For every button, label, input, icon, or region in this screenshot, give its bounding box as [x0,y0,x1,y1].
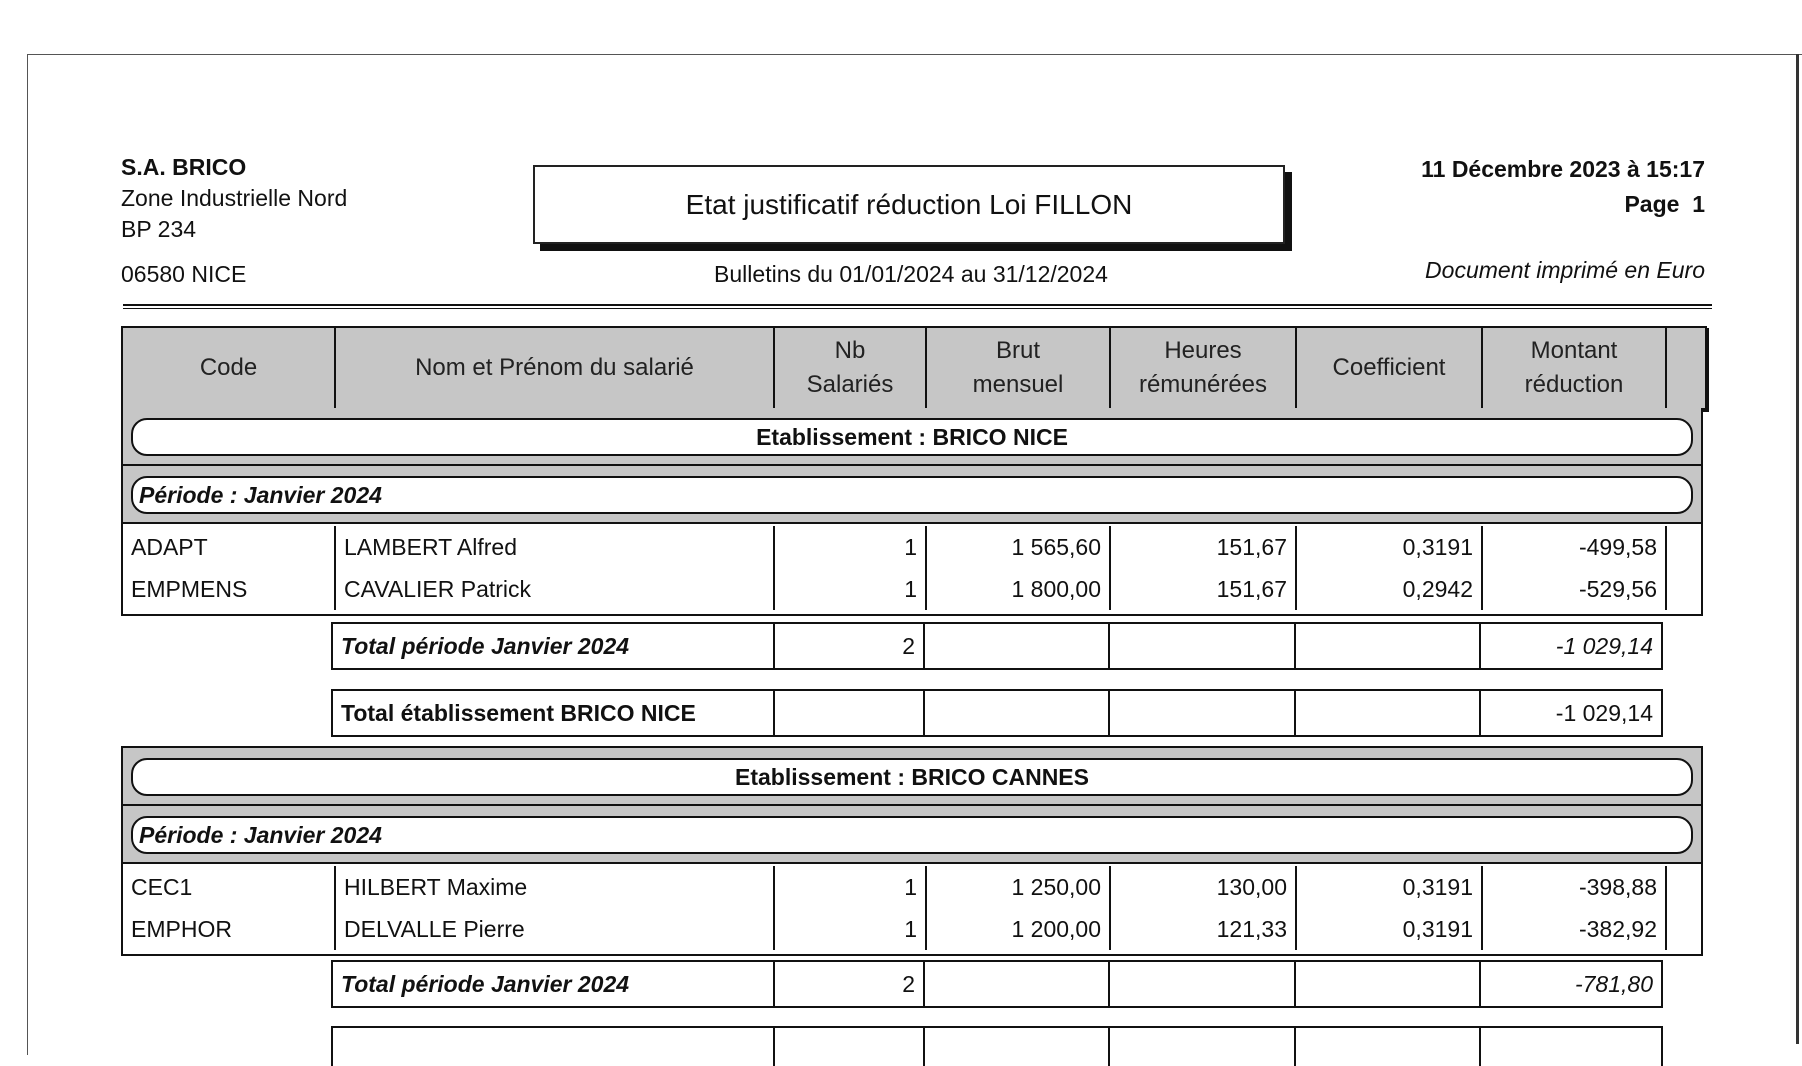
empty-cell [925,691,1110,735]
cell-coef: 0,3191 [1297,526,1483,568]
cell-brut: 1 200,00 [927,908,1111,950]
establishment-band [121,408,1703,466]
cell-name: LAMBERT Alfred [336,526,775,568]
cell-coef: 0,3191 [1297,908,1483,950]
col-coef-label: Coefficient [1332,354,1446,381]
table-header [121,326,1707,410]
cell-nb: 1 [775,526,927,568]
col-brut-label-1: Brut [995,337,1040,364]
table-row [123,908,1701,950]
page-number: Page 1 [1624,191,1705,217]
col-montant-label-1: Montant [1530,337,1618,364]
cell-heures: 151,67 [1111,526,1297,568]
col-header-filler [1667,328,1701,408]
header-separator-thin [123,308,1712,309]
empty-cell [925,624,1110,668]
period-total-nb: 2 [775,624,925,668]
col-montant-label-2: réduction [1524,371,1624,398]
col-header-montant [1483,328,1667,408]
col-name-label: Nom et Prénom du salarié [415,354,694,381]
cell-filler [1667,908,1701,950]
col-header-coef [1297,328,1483,408]
col-code-label: Code [199,354,258,381]
empty-cell [925,1028,1110,1066]
header-separator [123,304,1712,306]
cell-brut: 1 250,00 [927,866,1111,908]
period-total-label: Total période Janvier 2024 [333,962,775,1006]
establishment-label: Etablissement : BRICO CANNES [131,758,1693,796]
company-address-line2: BP 234 [121,216,197,242]
company-city: 06580 NICE [121,261,247,287]
cell-name: CAVALIER Patrick [336,568,775,610]
col-brut-label-2: mensuel [972,371,1064,398]
col-header-nb [775,328,927,408]
cell-nb: 1 [775,866,927,908]
col-heures-label-2: rémunérées [1138,371,1268,398]
empty-cell [1110,624,1296,668]
currency-note: Document imprimé en Euro [1425,257,1705,283]
cell-nb: 1 [775,908,927,950]
period-band [121,806,1703,864]
cell-coef: 0,3191 [1297,866,1483,908]
empty-cell [1110,691,1296,735]
empty-cell [1481,1028,1661,1066]
establishment-total-montant: -1 029,14 [1555,699,1653,726]
empty-cell [1296,624,1481,668]
company-block [121,152,347,245]
table-row [123,526,1701,568]
empty-cell [775,1028,925,1066]
empty-cell [1296,1028,1481,1066]
period-band [121,466,1703,524]
company-name: S.A. BRICO [121,154,247,180]
empty-cell [1296,691,1481,735]
establishment-band [121,746,1703,806]
cell-montant: -499,58 [1483,526,1667,568]
col-nb-label-1: Nb [834,337,866,364]
print-info [1421,152,1705,222]
establishment-total-label: Total établissement BRICO NICE [333,691,775,735]
empty-cell [1110,962,1296,1006]
period-label: Période : Janvier 2024 [131,816,1693,854]
employee-rows [121,524,1703,616]
cell-name: HILBERT Maxime [336,866,775,908]
report-title: Etat justificatif réduction Loi FILLON [685,188,1133,220]
establishment-label: Etablissement : BRICO NICE [131,418,1693,456]
page-shadow [1796,54,1799,1044]
cell-name: DELVALLE Pierre [336,908,775,950]
period-total-montant: -1 029,14 [1555,632,1653,659]
period-total-montant: -781,80 [1574,970,1653,997]
cell-heures: 151,67 [1111,568,1297,610]
establishment-total-row [331,689,1663,737]
empty-cell [925,962,1110,1006]
cell-montant: -382,92 [1483,908,1667,950]
empty-cell [333,1028,775,1066]
cell-heures: 121,33 [1111,908,1297,950]
cell-coef: 0,2942 [1297,568,1483,610]
print-date: 11 Décembre 2023 à 15:17 [1421,156,1705,182]
period-total-row [331,960,1663,1008]
cell-code: ADAPT [123,526,336,568]
col-header-brut [927,328,1111,408]
period-total-row [331,622,1663,670]
establishment-total-row-partial [331,1026,1663,1066]
period-total-nb: 2 [775,962,925,1006]
cell-montant: -529,56 [1483,568,1667,610]
cell-code: CEC1 [123,866,336,908]
cell-code: EMPHOR [123,908,336,950]
cell-filler [1667,866,1701,908]
col-header-code [123,328,336,408]
cell-nb: 1 [775,568,927,610]
cell-montant: -398,88 [1483,866,1667,908]
company-address-line1: Zone Industrielle Nord [121,185,348,211]
report-period: Bulletins du 01/01/2024 au 31/12/2024 [714,261,1108,287]
cell-heures: 130,00 [1111,866,1297,908]
col-nb-label-2: Salariés [806,371,894,398]
cell-filler [1667,568,1701,610]
col-header-name [336,328,775,408]
cell-brut: 1 800,00 [927,568,1111,610]
cell-code: EMPMENS [123,568,336,610]
employee-rows [121,864,1703,956]
table-row [123,568,1701,610]
col-heures-label-1: Heures [1164,337,1242,364]
report-title-box [533,165,1285,244]
period-label: Période : Janvier 2024 [131,476,1693,514]
empty-cell [1110,1028,1296,1066]
col-header-heures [1111,328,1297,408]
table-row [123,866,1701,908]
cell-brut: 1 565,60 [927,526,1111,568]
empty-cell [1296,962,1481,1006]
cell-filler [1667,526,1701,568]
period-total-label: Total période Janvier 2024 [333,624,775,668]
empty-cell [775,691,925,735]
